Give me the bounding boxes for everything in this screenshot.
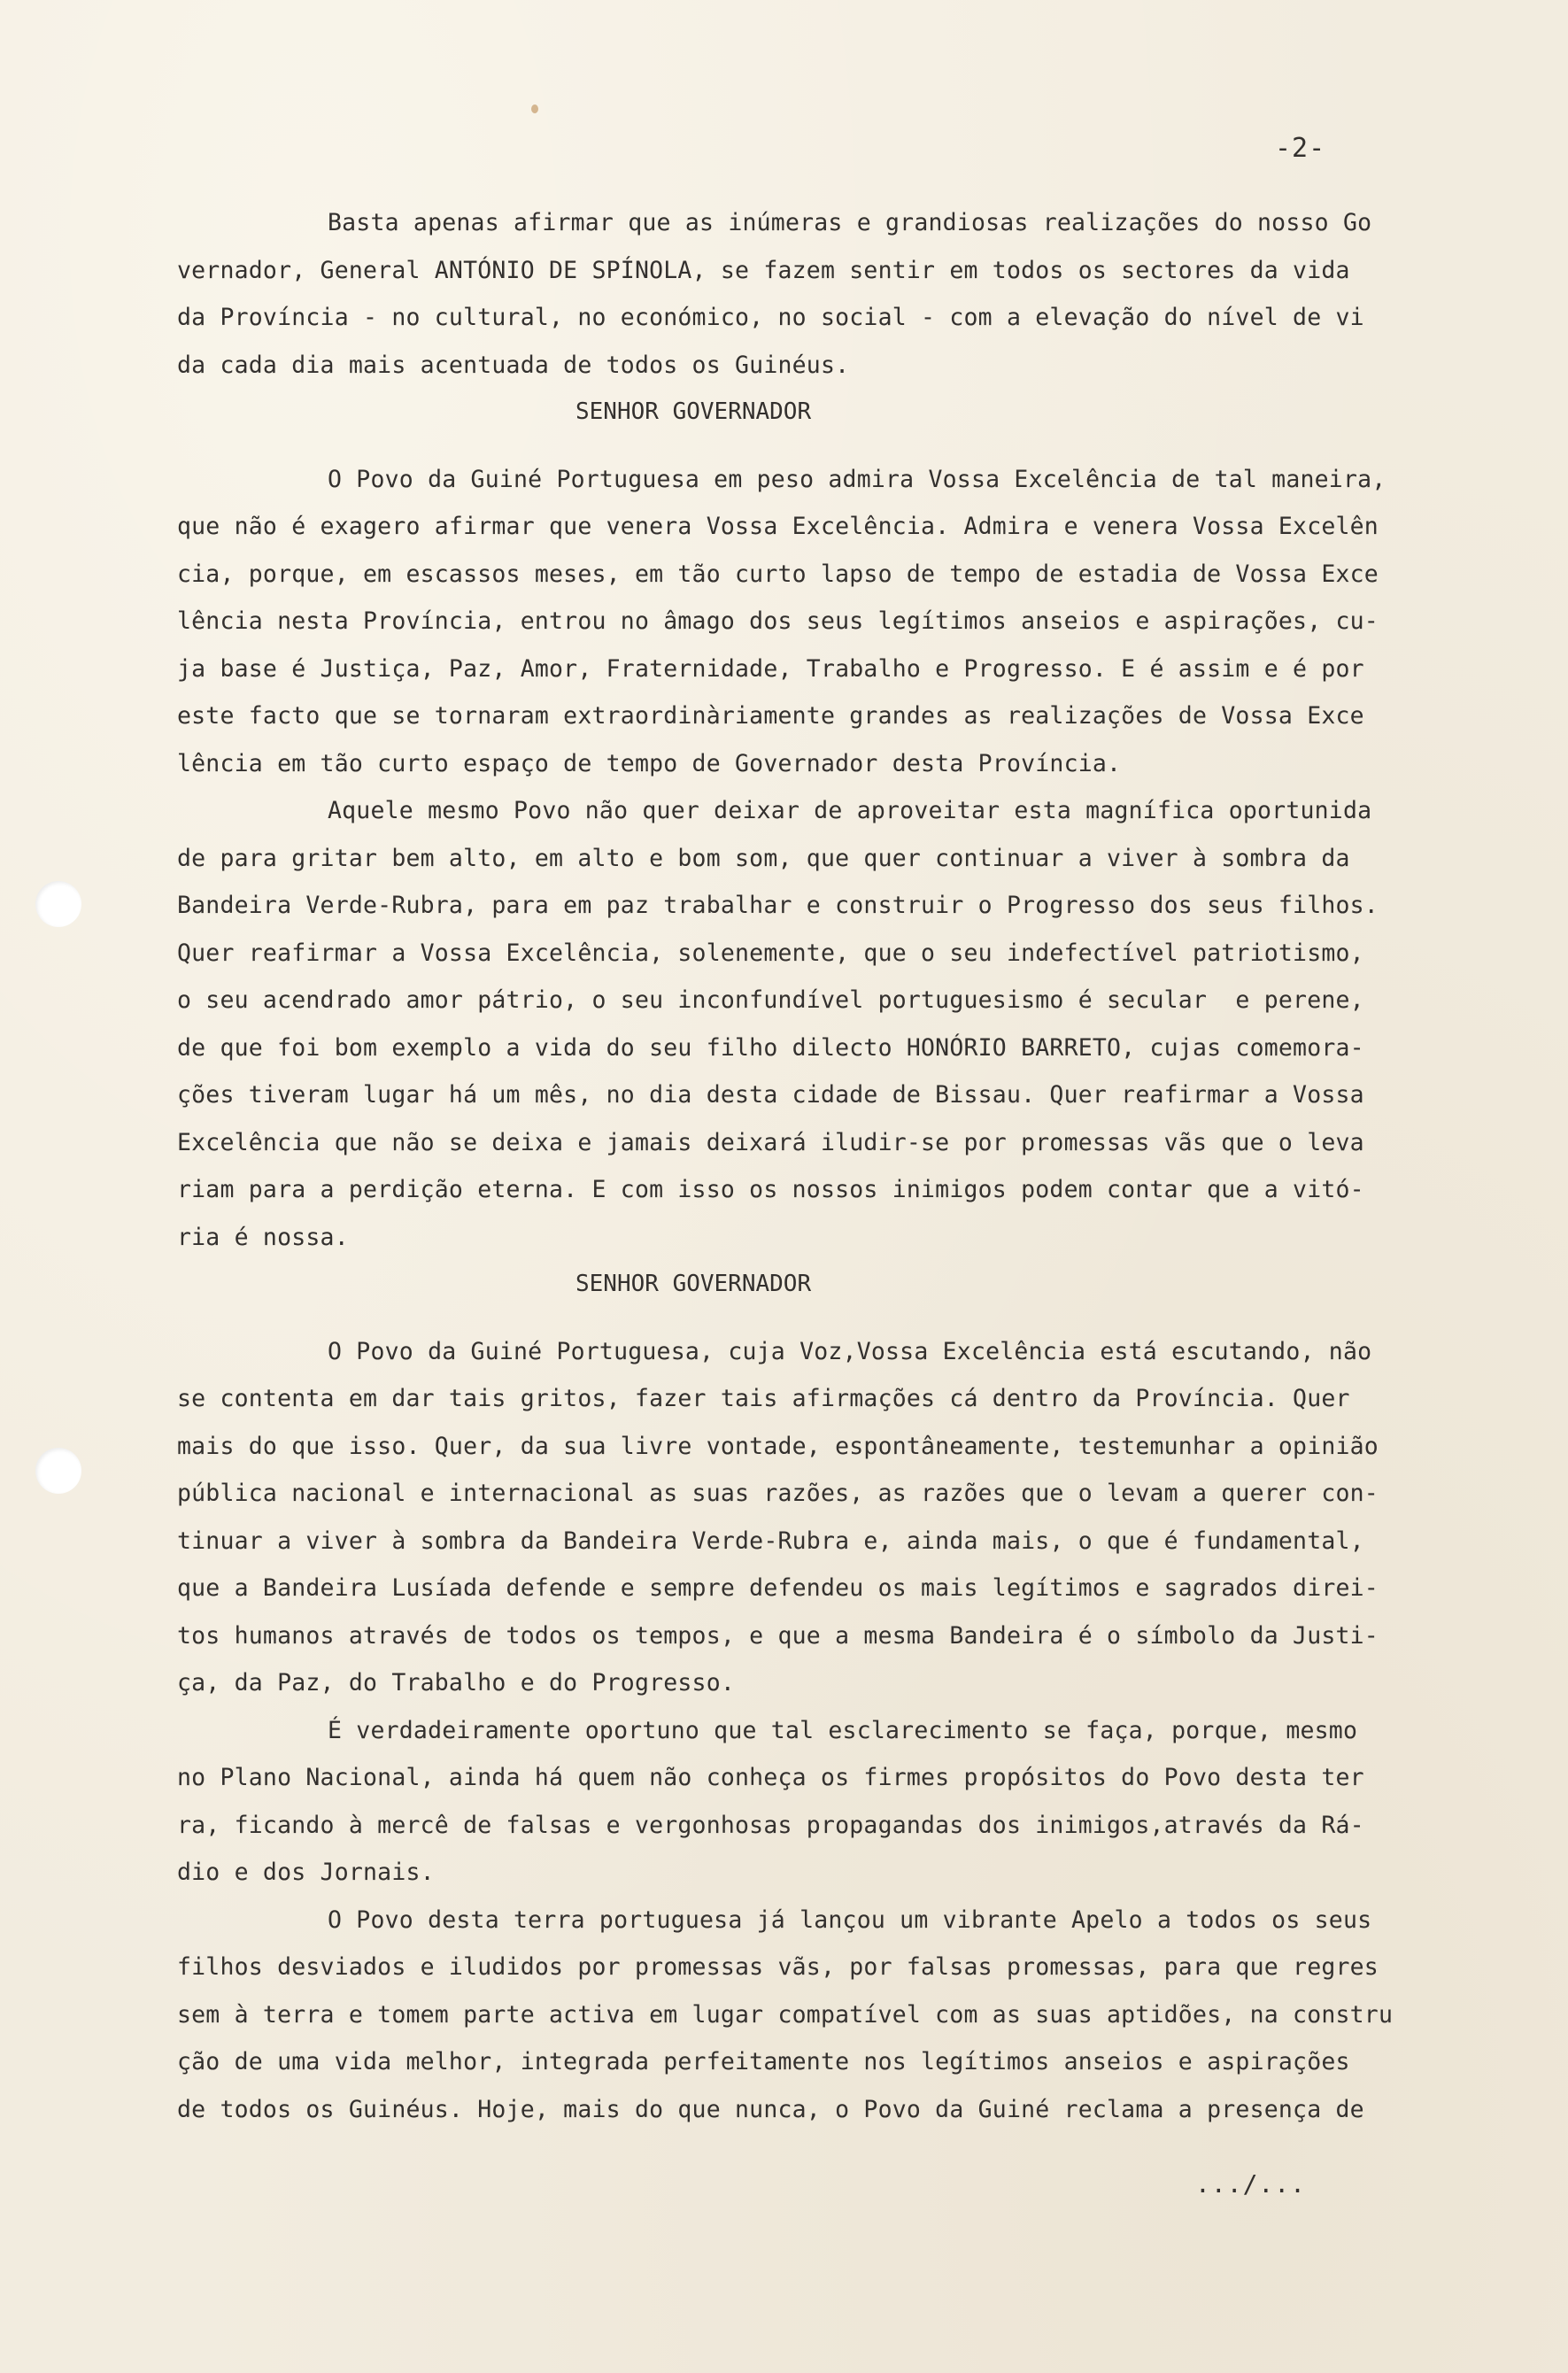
text-line: ção de uma vida melhor, integrada perfeitamente nos legítimos anseios e aspirações — [177, 2048, 1350, 2075]
text-line: tinuar a viver à sombra da Bandeira Verde-Rubra e, ainda mais, o que é fundamental, — [177, 1527, 1364, 1555]
text-line: o seu acendrado amor pátrio, o seu inconfundível portuguesismo é secular e perene, — [177, 986, 1364, 1014]
text-line: É verdadeiramente oportuno que tal esclarecimento se faça, porque, mesmo — [328, 1716, 1358, 1744]
text-line: no Plano Nacional, ainda há quem não conheça os firmes propósitos do Povo desta ter — [177, 1764, 1364, 1791]
text-line: este facto que se tornaram extraordinàriamente grandes as realizações de Vossa Exce — [177, 702, 1364, 730]
text-line: Bandeira Verde-Rubra, para em paz trabalhar e construir o Progresso dos seus filhos. — [177, 892, 1379, 919]
section-heading: SENHOR GOVERNADOR — [575, 1271, 812, 1297]
text-line: de todos os Guinéus. Hoje, mais do que nunca, o Povo da Guiné reclama a presença de — [177, 2095, 1364, 2123]
text-line: da cada dia mais acentuada de todos os Guinéus. — [177, 351, 850, 379]
text-line: tos humanos através de todos os tempos, e que a mesma Bandeira é o símbolo da Justi- — [177, 1621, 1379, 1650]
continuation-marker: .../... — [1195, 2169, 1307, 2199]
text-line: de para gritar bem alto, em alto e bom som, que quer continuar a viver à sombra da — [177, 844, 1350, 872]
text-line: mais do que isso. Quer, da sua livre vontade, espontâneamente, testemunhar a opinião — [177, 1432, 1379, 1460]
text-line: Basta apenas afirmar que as inúmeras e grandiosas realizações do nosso Go — [328, 209, 1372, 236]
text-line: que a Bandeira Lusíada defende e sempre defendeu os mais legítimos e sagrados direi- — [177, 1574, 1379, 1602]
text-line: Quer reafirmar a Vossa Excelência, solenemente, que o seu indefectível patriotismo, — [177, 939, 1364, 967]
text-line: filhos desviados e iludidos por promessas vãs, por falsas promessas, para que regres — [177, 1953, 1379, 1981]
text-line: cia, porque, em escassos meses, em tão curto lapso de tempo de estadia de Vossa Exce — [177, 560, 1379, 588]
text-line: que não é exagero afirmar que venera Vossa Excelência. Admira e venera Vossa Excelên — [177, 513, 1379, 540]
text-line: da Província - no cultural, no económico, no social - com a elevação do nível de vi — [177, 304, 1364, 331]
text-line: dio e dos Jornais. — [177, 1859, 435, 1886]
text-line: pública nacional e internacional as suas razões, as razões que o levam a querer con- — [177, 1480, 1379, 1507]
text-line: vernador, General ANTÓNIO DE SPÍNOLA, se fazem sentir em todos os sectores da vida — [177, 256, 1350, 284]
text-line: lência em tão curto espaço de tempo de Governador desta Província. — [177, 749, 1122, 777]
text-line: ja base é Justiça, Paz, Amor, Fraternidade, Trabalho e Progresso. E é assim e é por — [177, 654, 1364, 683]
text-line: ra, ficando à mercê de falsas e vergonhosas propagandas dos inimigos,através da Rá- — [177, 1811, 1364, 1839]
text-line: O Povo da Guiné Portuguesa, cuja Voz,Vossa Excelência está escutando, não — [328, 1337, 1372, 1365]
text-line: de que foi bom exemplo a vida do seu filho dilecto HONÓRIO BARRETO, cujas comemora- — [177, 1033, 1364, 1062]
text-line: ça, da Paz, do Trabalho e do Progresso. — [177, 1669, 736, 1697]
punch-hole-top — [35, 881, 81, 927]
page-number: -2- — [1275, 133, 1326, 164]
text-line: lência nesta Província, entrou no âmago dos seus legítimos anseios e aspirações, cu- — [177, 607, 1379, 635]
text-line: riam para a perdição eterna. E com isso os nossos inimigos podem contar que a vitó- — [177, 1176, 1364, 1203]
text-line: ções tiveram lugar há um mês, no dia desta cidade de Bissau. Quer reafirmar a Vossa — [177, 1081, 1364, 1109]
section-heading: SENHOR GOVERNADOR — [575, 398, 812, 425]
text-line: ria é nossa. — [177, 1223, 349, 1251]
text-line: se contenta em dar tais gritos, fazer tais afirmações cá dentro da Província. Quer — [177, 1385, 1350, 1412]
ink-smudge — [531, 104, 538, 113]
punch-hole-bottom — [35, 1448, 81, 1494]
letter-body — [177, 199, 1452, 2133]
text-line: O Povo desta terra portuguesa já lançou um vibrante Apelo a todos os seus — [328, 1905, 1372, 1934]
text-line: O Povo da Guiné Portuguesa em peso admira Vossa Excelência de tal maneira, — [328, 465, 1386, 493]
text-line: Excelência que não se deixa e jamais deixará iludir-se por promessas vãs que o leva — [177, 1128, 1364, 1156]
text-line: sem à terra e tomem parte activa em lugar compatível com as suas aptidões, na constru — [177, 2000, 1394, 2029]
text-line: Aquele mesmo Povo não quer deixar de aproveitar esta magnífica oportunida — [328, 797, 1372, 824]
